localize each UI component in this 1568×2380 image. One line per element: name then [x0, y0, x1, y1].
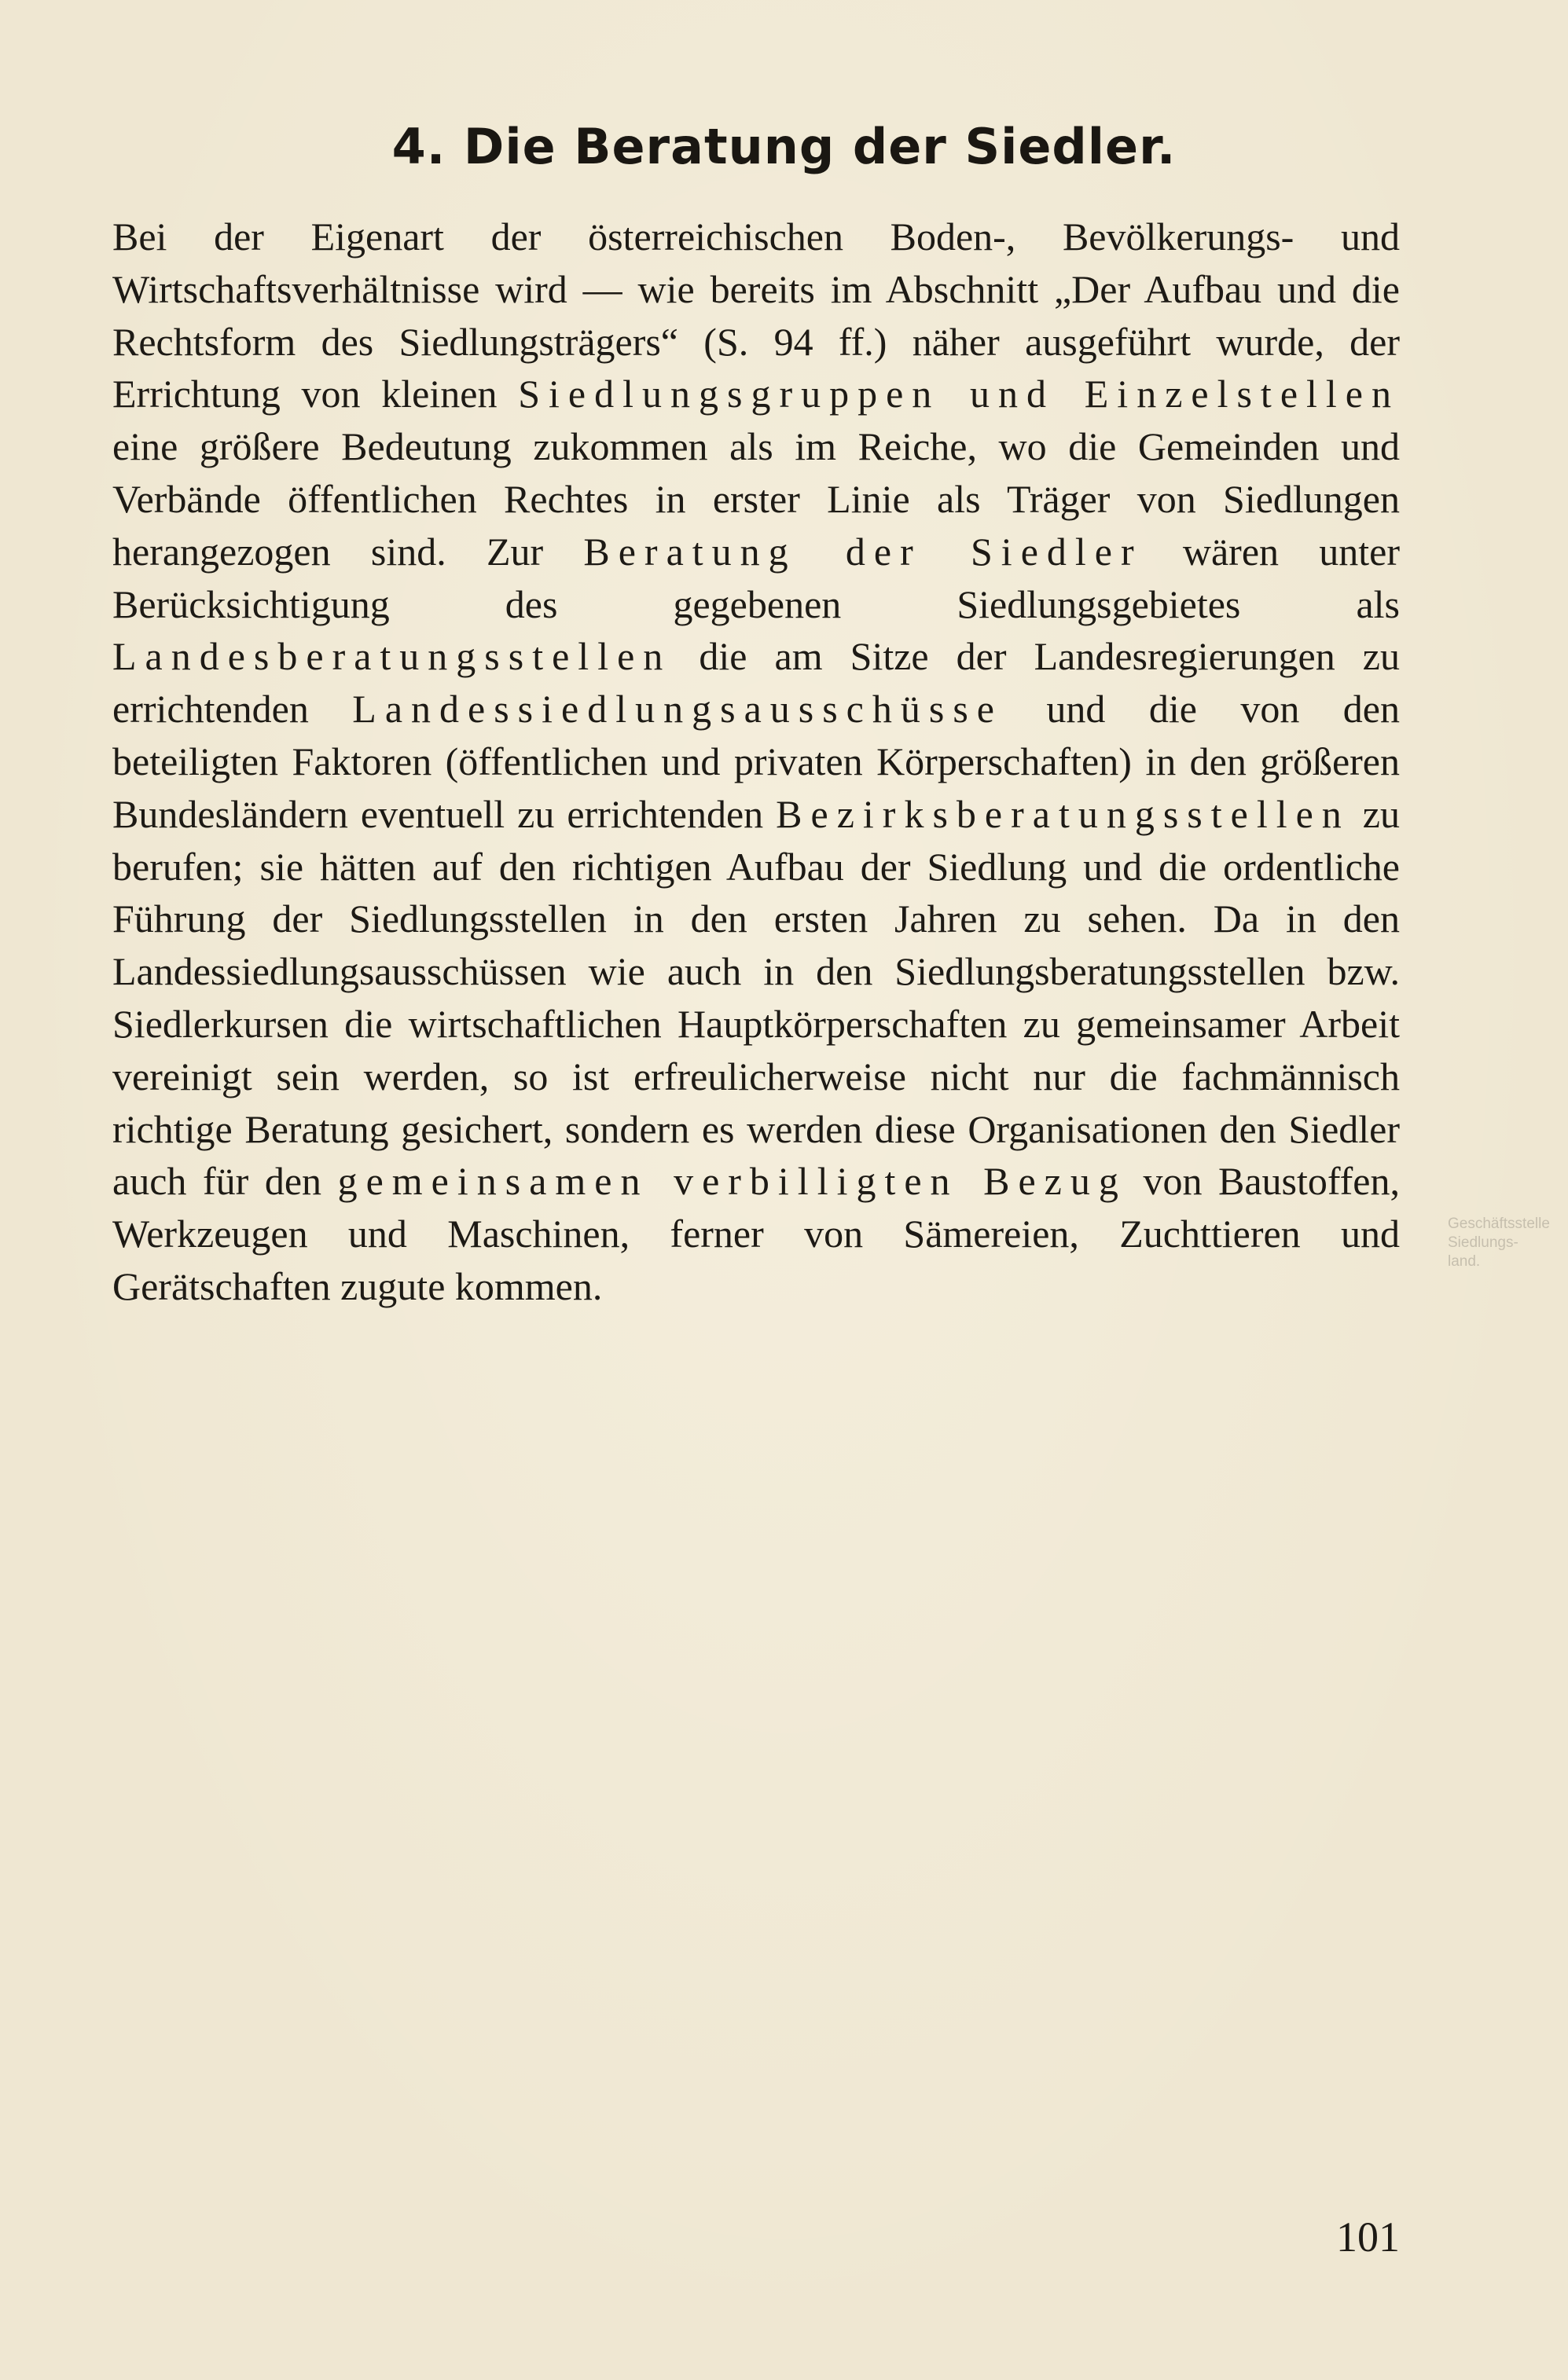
spaced-emphasis: Landessiedlungsausschüsse [352, 687, 1003, 732]
spaced-emphasis: Bezirksberatungsstellen [776, 791, 1350, 836]
page-number: 101 [1336, 2213, 1400, 2261]
body-text-segment: Bei der Eigenart der österreichischen Boden-, Bevölkerungs- und Wirtschaftsverhältnisse wird — wie bereits im Abschnitt „Der Aufbau und die Rechtsform des Siedlungsträgers“ (S. 94 ff.) näher ausgeführt wurde, der Errichtung von kleinen [112, 215, 1400, 416]
body-text-segment: zu berufen; sie hätten auf den richtigen Aufbau der Siedlung und die ordentliche Führung der Siedlungsstellen in den ersten Jahren zu sehen. Da in den Landessiedlungsausschüssen wie auch in den Siedlungsberatungsstellen bzw. Siedlerkursen die wirtschaftlichen Hauptkörperschaften zu gemeinsamer Arbeit vereinigt sein werden, so ist erfreulicherweise nicht nur die fachmännisch richtige Beratung gesichert, sondern es werden diese Organisationen den Siedler auch für den [112, 791, 1400, 1204]
body-paragraph [112, 211, 1400, 1313]
spaced-emphasis: Beratung der Siedler [583, 529, 1143, 574]
body-text-segment: eine größere Bedeutung zukommen als im Reiche, wo die Gemeinden und Verbände öffentlichen Rechtes in erster Linie als Träger von Siedlungen herangezogen sind. Zur [112, 424, 1400, 574]
body-text-segment: wären unter Berücksichtigung des gegebenen Siedlungsgebietes als [112, 529, 1400, 626]
bleed-through-margin-note [1448, 1215, 1550, 1271]
spaced-emphasis: Landesberatungsstellen [112, 634, 672, 679]
body-text-segment: die am Sitze der Landesregierungen zu errichtenden [112, 634, 1400, 732]
spaced-emphasis: Siedlungsgruppen und Einzelstellen [518, 372, 1400, 416]
spaced-emphasis: gemeinsamen verbilligten Bezug [337, 1159, 1127, 1204]
margin-note-line: Geschäftsstelle Siedlungs- [1448, 1216, 1550, 1251]
body-text-segment: von Baustoffen, Werkzeugen und Maschinen, ferner von Sämereien, Zuchttieren und Gerätschaften zugute kommen. [112, 1159, 1400, 1308]
body-text-segment: und die von den beteiligten Faktoren (öffentlichen und privaten Körperschaften) in den größeren Bundesländern eventuell zu errichtenden [112, 687, 1400, 836]
section-heading: 4. Die Beratung der Siedler. [391, 118, 1177, 175]
margin-note-line: land. [1448, 1253, 1481, 1270]
